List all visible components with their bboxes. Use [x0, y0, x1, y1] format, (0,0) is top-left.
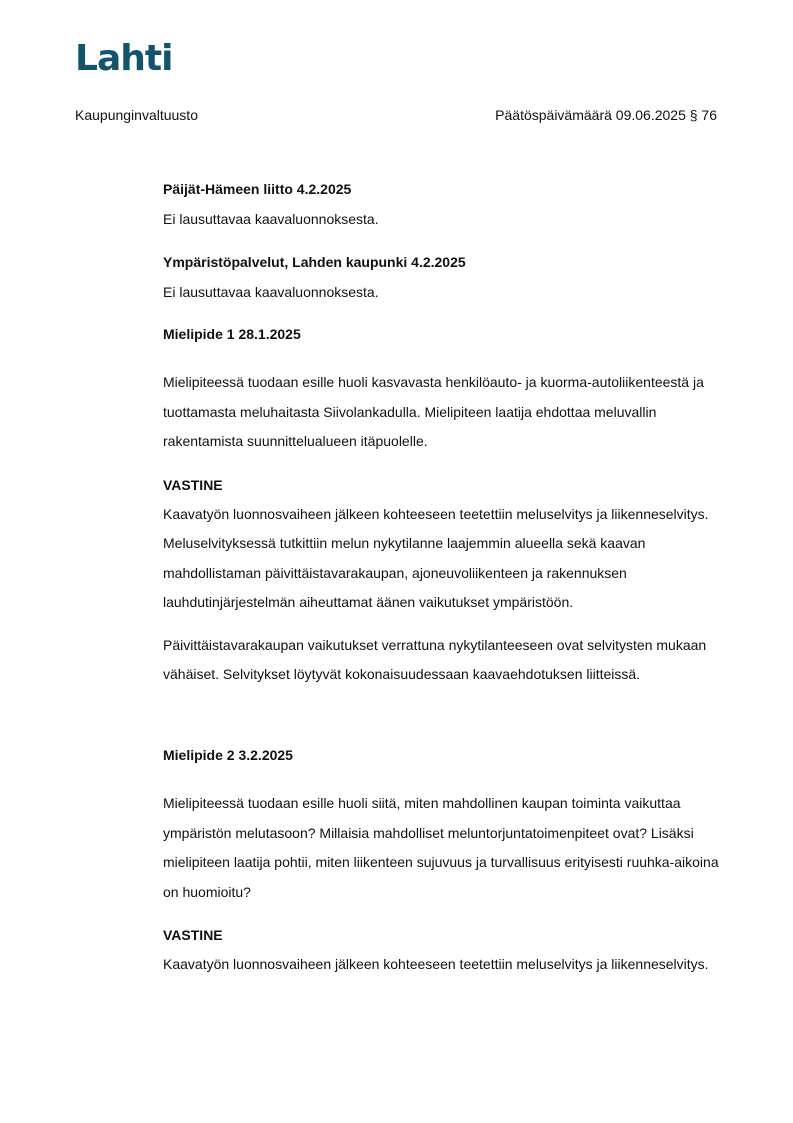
section-ymparistopalvelut — [163, 253, 723, 308]
opinion-text: Mielipiteessä tuodaan esille huoli siitä, miten mahdollinen kaupan toiminta vaikuttaa ympäristön melutasoon? Millaisia mahdolliset meluntorjuntatoimenpiteet ovat? Lisäksi mielipiteen laatija pohtii, miten liikenteen sujuvuus ja turvallisuus erityisesti ruuhka-aikoina on huomioitu? — [163, 795, 719, 900]
opinion-text: Mielipiteessä tuodaan esille huoli kasvavasta henkilöauto- ja kuorma-autoliikenteestä ja tuottamasta meluhaitasta Siivolankadulla. Mielipiteen laatija ehdottaa meluvallin rakentamista suunnittelualueen itäpuolelle. — [163, 374, 704, 449]
section-text: Ei lausuttavaa kaavaluonnoksesta. — [163, 211, 379, 227]
section-heading: Ympäristöpalvelut, Lahden kaupunki 4.2.2025 — [163, 254, 466, 270]
response-heading: VASTINE — [163, 927, 223, 943]
response-text: Kaavatyön luonnosvaiheen jälkeen kohteeseen teetettiin meluselvitys ja liikenneselvitys. — [163, 956, 709, 972]
section-mielipide-1 — [163, 325, 723, 690]
response-text: Päivittäistavarakaupan vaikutukset verrattuna nykytilanteeseen ovat selvitysten mukaan vähäiset. Selvitykset löytyvät kokonaisuudessaan kaavaehdotuksen liitteissä. — [163, 636, 707, 682]
opinion-heading: Mielipide 1 28.1.2025 — [163, 326, 301, 342]
response-text: Kaavatyön luonnosvaiheen jälkeen kohteeseen teetettiin meluselvitys ja liikenneselvitys. Meluselvityksessä tutkittiin melun nykytilanne laajemmin alueella sekä kaavan mahdollistaman päivittäistavarakaupan, ajoneuvoliikenteen ja rakennuksen lauhdutinjärjestelmän aiheuttamat äänen vaikutukset ympäristöön. — [163, 505, 709, 610]
opinion-heading: Mielipide 2 3.2.2025 — [163, 747, 293, 763]
response-heading: VASTINE — [163, 476, 223, 493]
organization-name: Kaupunginvaltuusto — [75, 107, 198, 123]
section-mielipide-2 — [163, 746, 723, 980]
section-text: Ei lausuttavaa kaavaluonnoksesta. — [163, 284, 379, 300]
decision-reference: Päätöspäivämäärä 09.06.2025 § 76 — [495, 107, 717, 123]
section-paijat-hameen-liitto — [163, 180, 723, 235]
section-heading: Päijät-Hämeen liitto 4.2.2025 — [163, 181, 352, 197]
lahti-logo: Lahti — [75, 38, 173, 79]
